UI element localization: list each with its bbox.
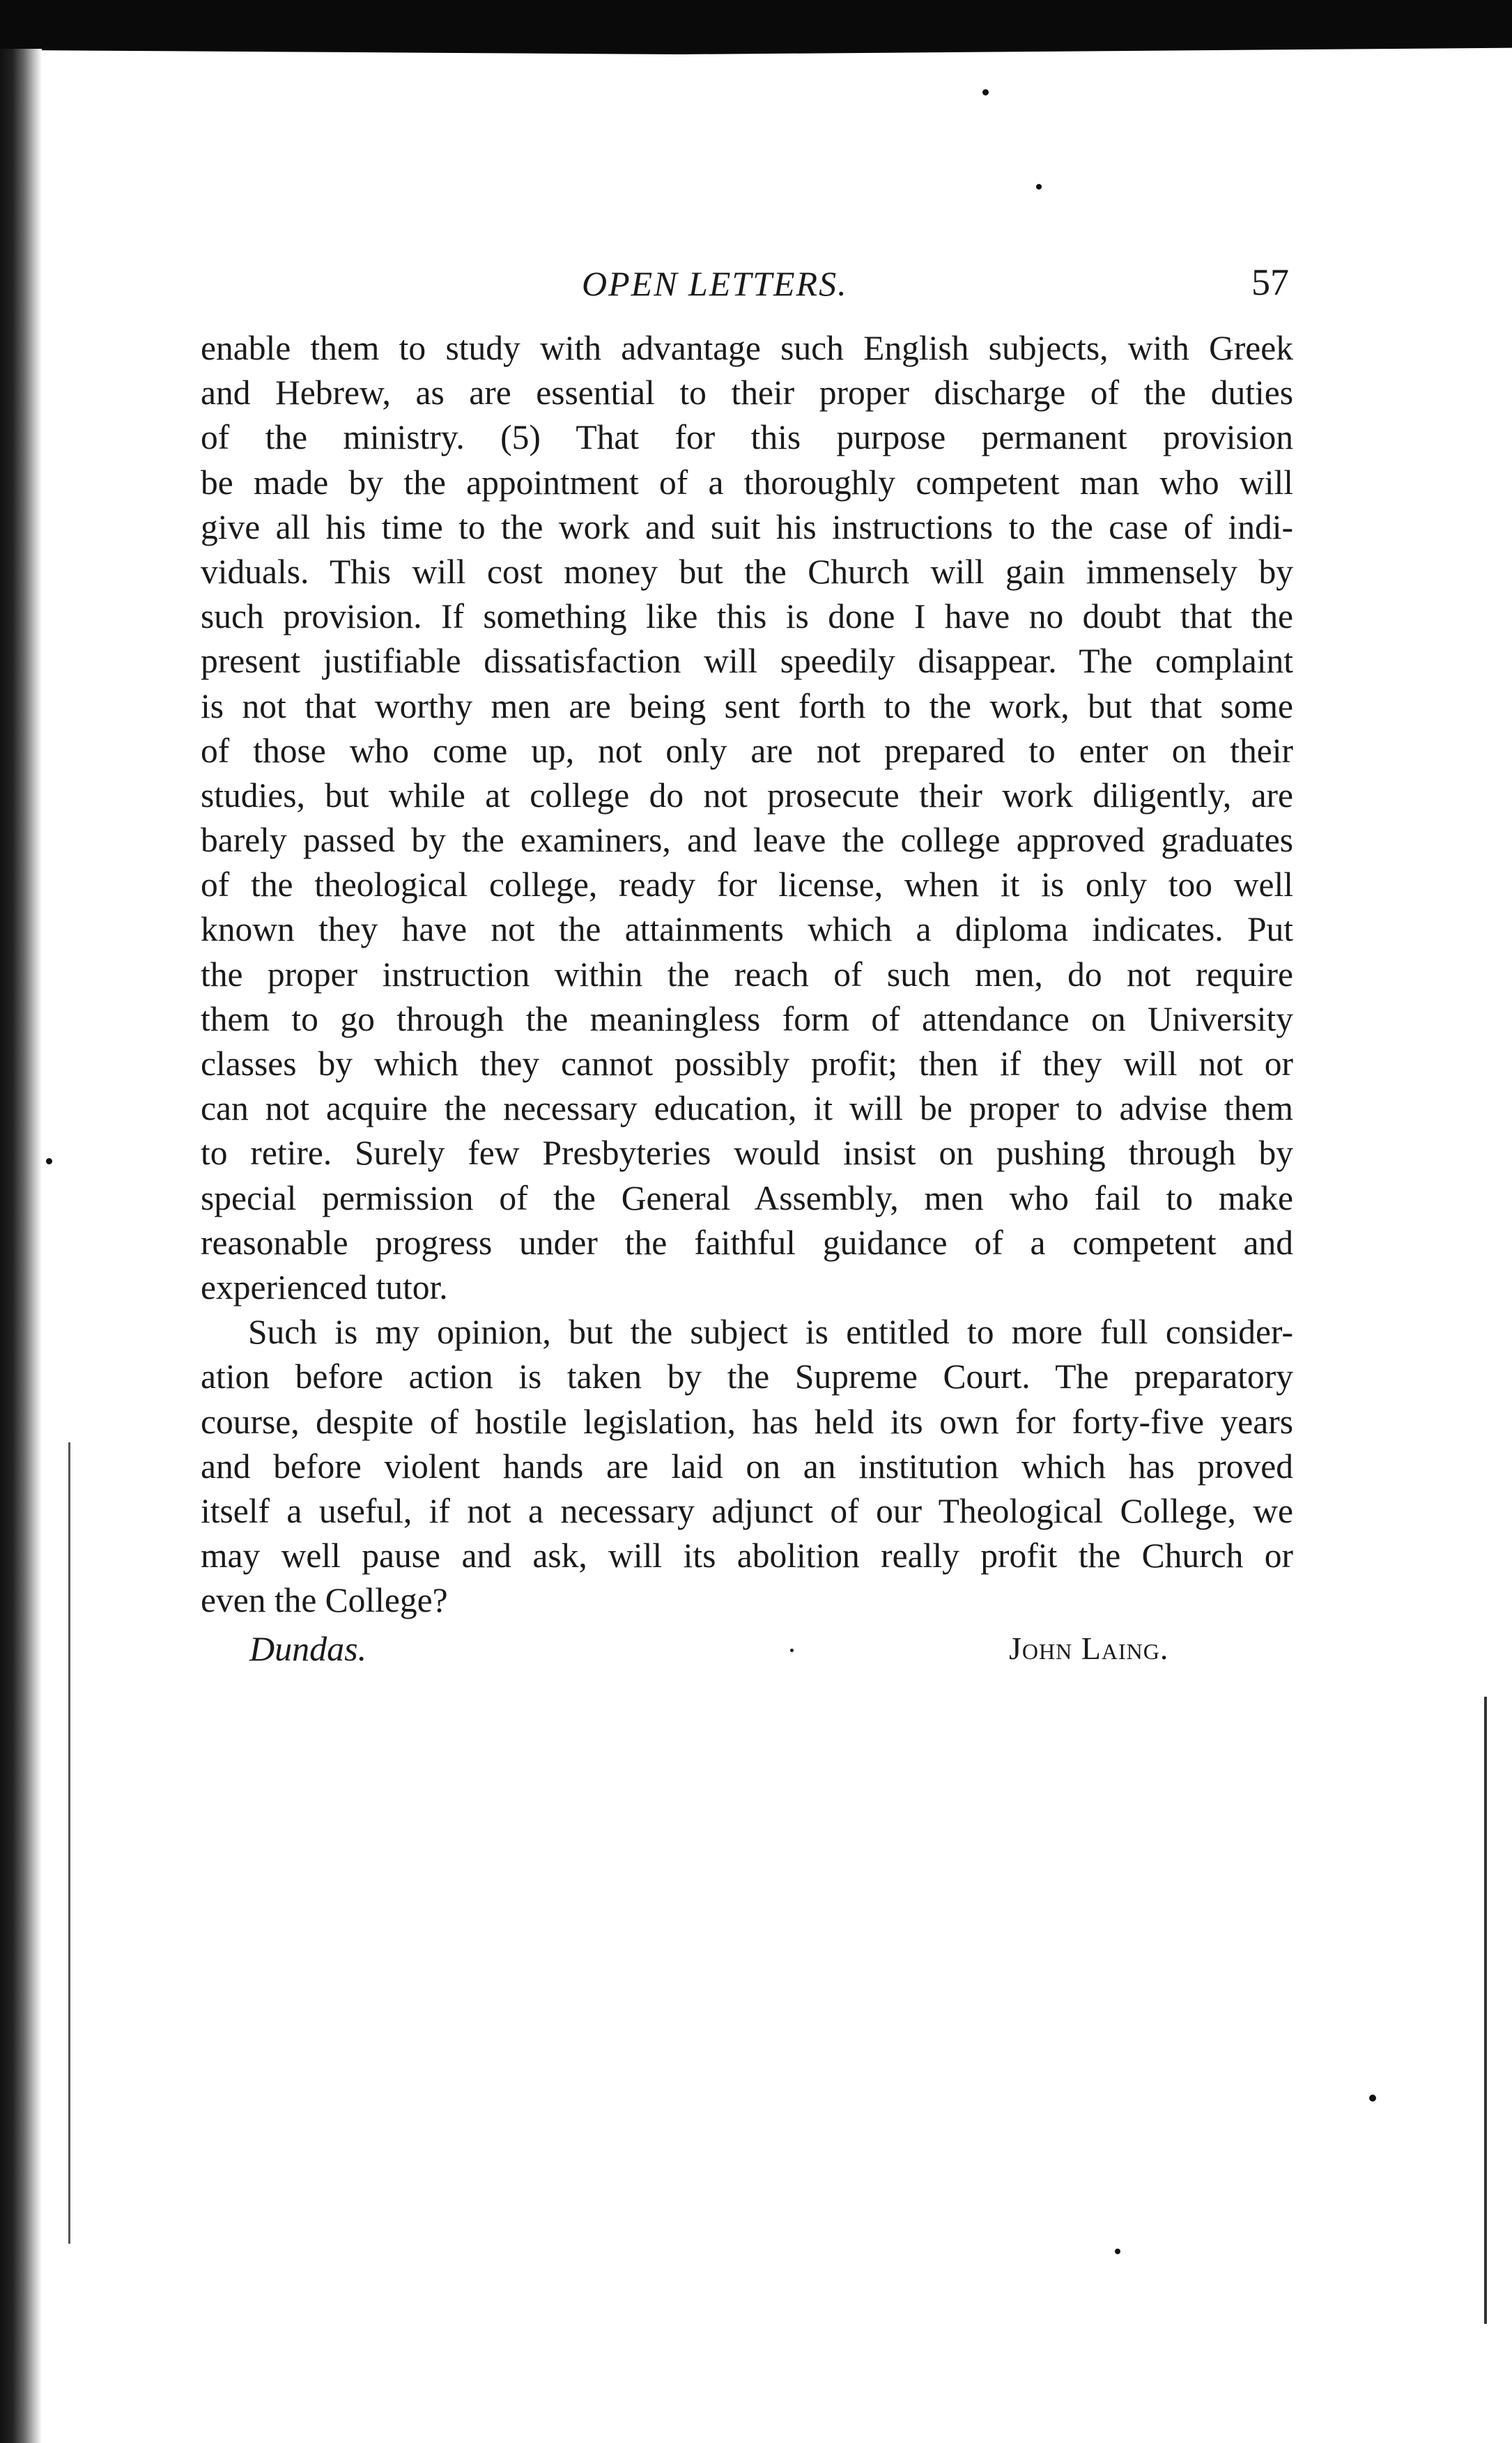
signature-place: Dundas. (249, 1629, 367, 1669)
page-number: 57 (1251, 261, 1289, 303)
text-line: of the theological college, ready for license, when it is only too well (201, 865, 1293, 904)
text-line: them to go through the meaningless form of attendance on University (201, 999, 1293, 1038)
text-line: of the ministry. (5) That for this purpose permanent provision (201, 418, 1293, 457)
scan-speck (46, 1158, 52, 1164)
running-title: OPEN LETTERS. (582, 264, 848, 303)
text-line: itself a useful, if not a necessary adjunct of our Theological College, we (201, 1491, 1293, 1530)
scan-speck (1369, 2095, 1376, 2102)
text-line: even the College? (201, 1581, 448, 1620)
text-line: viduals. This will cost money but the Church will gain immensely by (201, 552, 1293, 591)
text-line: such provision. If something like this is done I have no doubt that the (201, 597, 1293, 636)
text-line: of those who come up, not only are not prepared to enter on their (201, 731, 1293, 770)
scan-top-border (0, 0, 1512, 54)
paragraph-start-line: Such is my opinion, but the subject is entitled to more full consider- (248, 1313, 1293, 1352)
running-header (202, 251, 1289, 314)
text-line: may well pause and ask, will its abolition really profit the Church or (201, 1536, 1293, 1575)
text-line: the proper instruction within the reach of such men, do not require (201, 955, 1293, 994)
text-line: be made by the appointment of a thoroughly competent man who will (201, 463, 1293, 502)
text-line: give all his time to the work and suit his instructions to the case of indi- (201, 507, 1293, 546)
text-line: studies, but while at college do not prosecute their work diligently, are (201, 776, 1293, 815)
text-line: course, despite of hostile legislation, has held its own for forty-five years (201, 1402, 1293, 1441)
text-line: ation before action is taken by the Supreme Court. The preparatory (201, 1357, 1293, 1396)
text-line: enable them to study with advantage such English subjects, with Greek (201, 329, 1293, 367)
scan-speck (1115, 2249, 1120, 2254)
letter-body (201, 326, 1293, 1674)
text-line: classes by which they cannot possibly profit; then if they will not or (201, 1045, 1293, 1083)
text-line: present justifiable dissatisfaction will speedily disappear. The complaint (201, 642, 1293, 681)
scan-speck (1036, 184, 1042, 190)
signature-block (201, 1623, 1293, 1674)
scan-speck (982, 89, 989, 95)
text-line: can not acquire the necessary education, it will be proper to advise them (201, 1089, 1293, 1128)
text-line: is not that worthy men are being sent forth to the work, but that some (201, 686, 1293, 725)
signature-author: John Laing. (1009, 1631, 1169, 1667)
text-line: experienced tutor. (201, 1267, 448, 1307)
text-line: known they have not the attainments which a diploma indicates. Put (201, 910, 1293, 949)
scan-binding-edge (0, 49, 42, 2443)
text-line: special permission of the General Assembly, men who fail to make (201, 1178, 1293, 1217)
text-line: and Hebrew, as are essential to their proper discharge of the duties (201, 373, 1293, 413)
text-line: barely passed by the examiners, and leave the college approved graduates (201, 821, 1293, 860)
scan-left-margin-mark (68, 1442, 70, 2244)
text-line: to retire. Surely few Presbyteries would insist on pushing through by (201, 1134, 1293, 1173)
text-line: reasonable progress under the faithful guidance of a competent and (201, 1223, 1293, 1262)
scan-right-margin-mark (1484, 1697, 1487, 2324)
text-line: and before violent hands are laid on an institution which has proved (201, 1447, 1293, 1486)
